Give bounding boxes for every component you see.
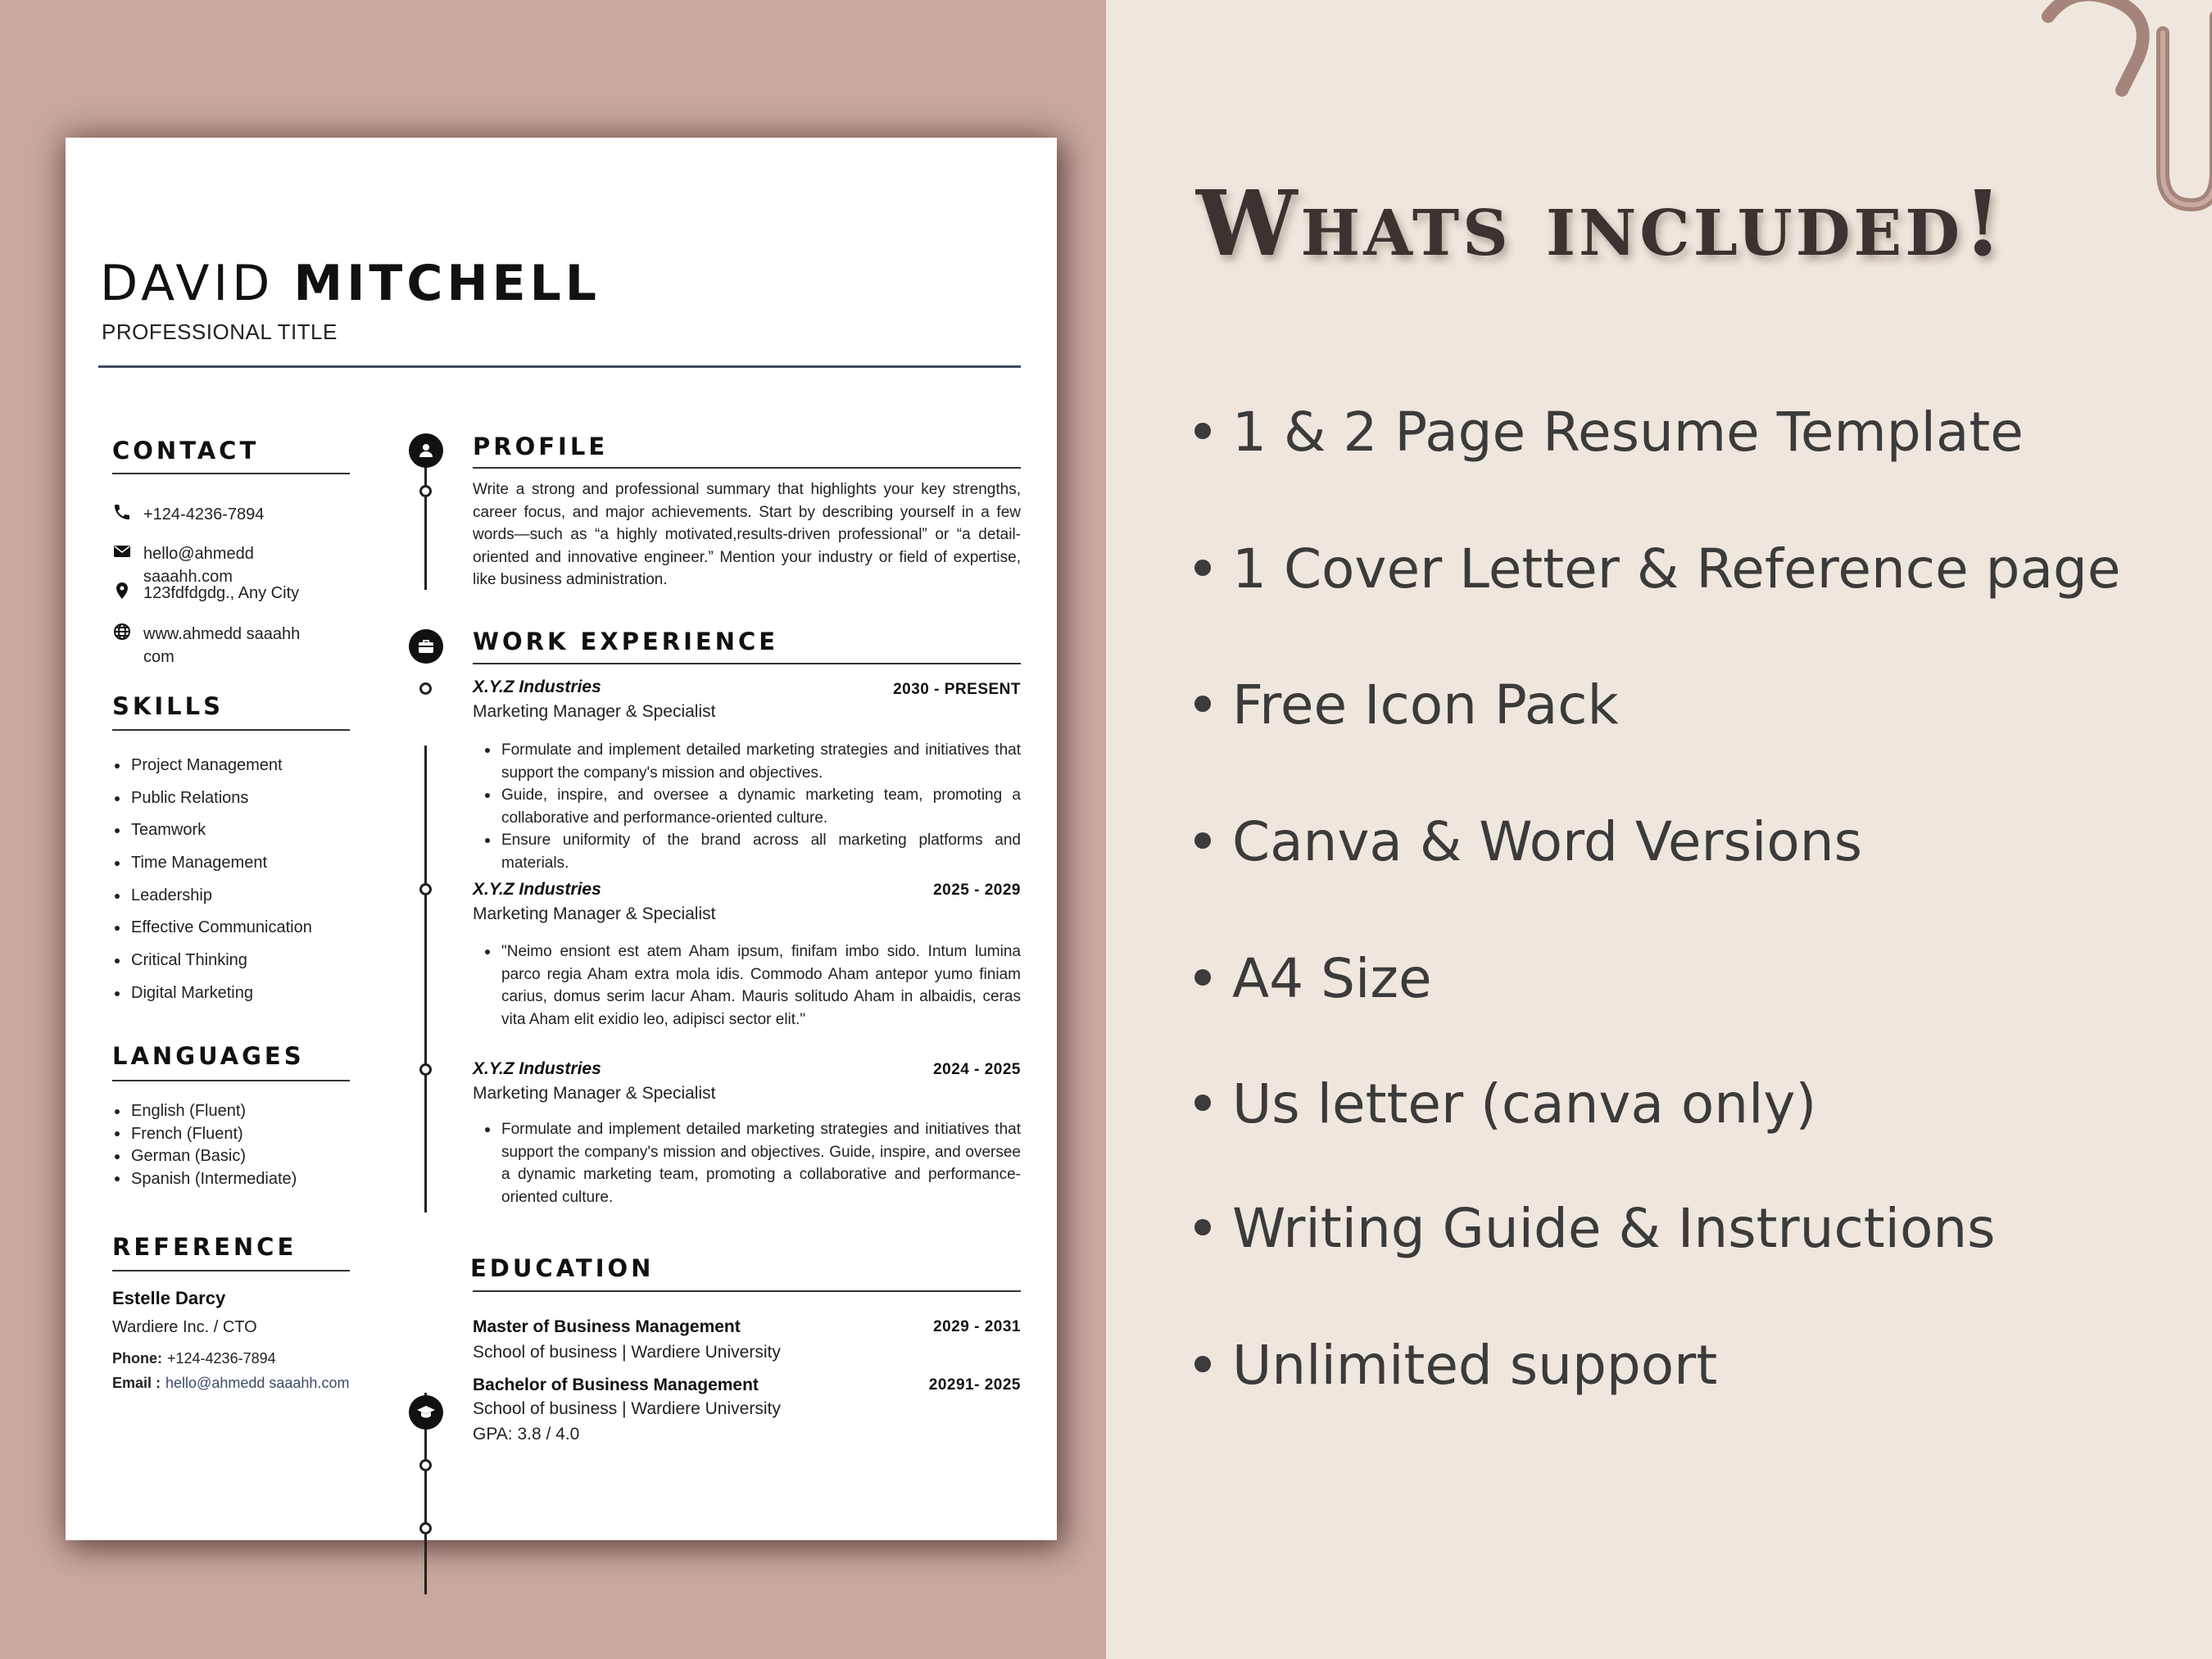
list-item: Teamwork [113, 814, 312, 847]
timeline-dot [419, 1522, 432, 1534]
job-date: 2030 - PRESENT [893, 681, 1021, 698]
included-item-text: Free Icon Pack [1232, 673, 1619, 737]
included-item-text: Unlimited support [1232, 1334, 1718, 1397]
bullet-dot [1194, 1356, 1211, 1372]
education-date: 20291- 2025 [928, 1376, 1021, 1394]
job-role: Marketing Manager & Specialist [473, 904, 716, 923]
list-item: Time Management [113, 847, 312, 880]
education-divider [473, 1290, 1021, 1292]
list-item: Leadership [113, 880, 312, 913]
languages-list [113, 1100, 297, 1190]
list-item: Critical Thinking [113, 945, 312, 977]
included-item [1194, 673, 1619, 737]
included-item-text: Us letter (canva only) [1232, 1072, 1817, 1135]
included-item-text: Canva & Word Versions [1232, 810, 1862, 873]
list-item: Spanish (Intermediate) [113, 1168, 297, 1191]
job-bullets [475, 739, 1021, 874]
included-item [1194, 1072, 1817, 1135]
envelope-icon [112, 542, 132, 561]
job-bullets [475, 941, 1021, 1031]
list-item: Guide, inspire, and oversee a dynamic marketing team, promoting a collaborative and performance-oriented culture. [475, 784, 1021, 829]
contact-heading: CONTACT [112, 437, 260, 465]
education-degree: Master of Business Management [473, 1317, 741, 1336]
list-item: Formulate and implement detailed marketing strategies and initiatives that support the company's mission and objectives. Guide, inspire, and oversee a dynamic marketing team, promoting a collaborative and performance-oriented culture. [475, 1118, 1021, 1208]
profile-section-icon [409, 433, 443, 468]
timeline-dot [419, 883, 432, 895]
reference-company: Wardiere Inc. / CTO [112, 1318, 257, 1336]
languages-divider [112, 1080, 350, 1081]
profile-divider [473, 467, 1021, 469]
skills-heading: SKILLS [112, 692, 224, 720]
timeline-dot [419, 682, 432, 695]
contact-phone-text: +124-4236-7894 [143, 505, 265, 524]
contact-email-text[interactable]: hello@ahmedd saaahh.com [143, 545, 254, 586]
reference-phone-value: +124-4236-7894 [167, 1350, 276, 1367]
list-item: Effective Communication [113, 912, 312, 945]
included-item [1194, 1334, 1718, 1397]
professional-title: PROFESSIONAL TITLE [102, 320, 338, 344]
timeline-dot [419, 485, 432, 497]
briefcase-icon [416, 637, 436, 656]
list-item: "Neimo ensiont est atem Aham ipsum, finifam imbo sido. Intum lumina parco regia Aham extra mola idis. Commodo Aham antepor yumo finiam carius, domus serim lacur Aham. Mauris solitudo Aham in albaidis, ceras vita Aham elit exidio leo, adipisci sector elit." [475, 941, 1021, 1031]
included-item [1194, 947, 1432, 1010]
languages-heading: LANGUAGES [112, 1042, 305, 1070]
timeline-dot [419, 1063, 432, 1076]
profile-summary: Write a strong and professional summary that highlights your key strengths, career focus, and major achievements. Start by describing yourself in a few words—such as “a highly motivated,results-driven professional” or “a detail-oriented and innovative engineer.” Mention your industry or field of expertise, like business administration. [473, 481, 1021, 588]
contact-website-text[interactable]: www.ahmedd saaahh com [143, 625, 301, 666]
timeline-gap [423, 1213, 428, 1393]
list-item: English (Fluent) [113, 1100, 297, 1123]
job-company: X.Y.Z Industries [473, 1059, 601, 1078]
bullet-dot [1194, 832, 1211, 849]
included-item [1194, 401, 2024, 464]
education-school: School of business | Wardiere University [473, 1343, 781, 1362]
work-heading: WORK EXPERIENCE [473, 628, 779, 655]
whats-included-title: Whats included! [1196, 170, 2006, 276]
included-item [1194, 537, 2121, 601]
reference-divider [112, 1270, 350, 1271]
profile-heading: PROFILE [473, 433, 609, 460]
education-section-icon [409, 1395, 443, 1430]
bullet-dot [1194, 1095, 1211, 1111]
included-item [1194, 810, 1862, 873]
bullet-dot [1194, 969, 1211, 986]
list-item: Digital Marketing [113, 977, 312, 1010]
phone-icon [112, 502, 132, 522]
reference-phone-label: Phone: [112, 1350, 162, 1367]
reference-email-value[interactable]: hello@ahmedd saaahh.com [165, 1375, 350, 1391]
name-first: DAVID [100, 255, 274, 312]
education-heading: EDUCATION [470, 1254, 655, 1282]
skills-divider [112, 729, 350, 731]
education-date: 2029 - 2031 [933, 1318, 1021, 1335]
list-item: French (Fluent) [113, 1123, 297, 1146]
contact-address [112, 582, 315, 605]
timeline-dot [419, 1459, 432, 1471]
education-degree: Bachelor of Business Management [473, 1376, 759, 1394]
included-item [1194, 1197, 1996, 1260]
bullet-dot [1194, 1219, 1211, 1235]
skills-list [113, 750, 312, 1010]
contact-phone [112, 503, 315, 526]
contact-divider [112, 473, 350, 474]
work-divider [473, 663, 1021, 664]
contact-website [112, 623, 315, 669]
reference-email [112, 1375, 349, 1392]
included-item-text: A4 Size [1232, 947, 1432, 1010]
list-item: Ensure uniformity of the brand across all marketing platforms and materials. [475, 829, 1021, 874]
list-item: Formulate and implement detailed marketing strategies and initiatives that support the company's mission and objectives. [475, 739, 1021, 784]
job-bullets [475, 1118, 1021, 1208]
reference-email-label: Email : [112, 1375, 161, 1391]
resume-sheet [66, 138, 1057, 1540]
bullet-dot [1194, 696, 1211, 712]
job-role: Marketing Manager & Specialist [473, 1084, 716, 1103]
reference-phone [112, 1350, 276, 1367]
list-item: Public Relations [113, 782, 312, 815]
reference-heading: REFERENCE [112, 1233, 297, 1261]
contact-address-text: 123fdfdgdg., Any City [143, 584, 300, 602]
list-item: Project Management [113, 750, 312, 782]
job-role: Marketing Manager & Specialist [473, 702, 716, 721]
name-last: MITCHELL [293, 255, 601, 312]
person-icon [416, 441, 436, 460]
education-school: School of business | Wardiere University [473, 1399, 781, 1418]
included-item-text: 1 Cover Letter & Reference page [1232, 537, 2121, 601]
header-divider [98, 365, 1021, 368]
job-date: 2024 - 2025 [933, 1061, 1021, 1078]
location-pin-icon [112, 581, 132, 601]
timeline-gap [423, 590, 428, 746]
bullet-dot [1194, 560, 1211, 576]
list-item: German (Basic) [113, 1145, 297, 1168]
resume-name [100, 255, 601, 312]
globe-icon [112, 622, 132, 641]
included-item-text: 1 & 2 Page Resume Template [1232, 401, 2024, 464]
job-company: X.Y.Z Industries [473, 880, 601, 899]
paper-clip-icon [1999, 0, 2212, 229]
education-gpa: GPA: 3.8 / 4.0 [473, 1425, 580, 1444]
job-date: 2025 - 2029 [933, 882, 1021, 899]
reference-name: Estelle Darcy [112, 1288, 226, 1308]
included-item-text: Writing Guide & Instructions [1232, 1197, 1996, 1260]
work-section-icon [409, 629, 443, 664]
bullet-dot [1194, 423, 1211, 439]
job-company: X.Y.Z Industries [473, 678, 601, 696]
graduation-cap-icon [416, 1403, 436, 1422]
